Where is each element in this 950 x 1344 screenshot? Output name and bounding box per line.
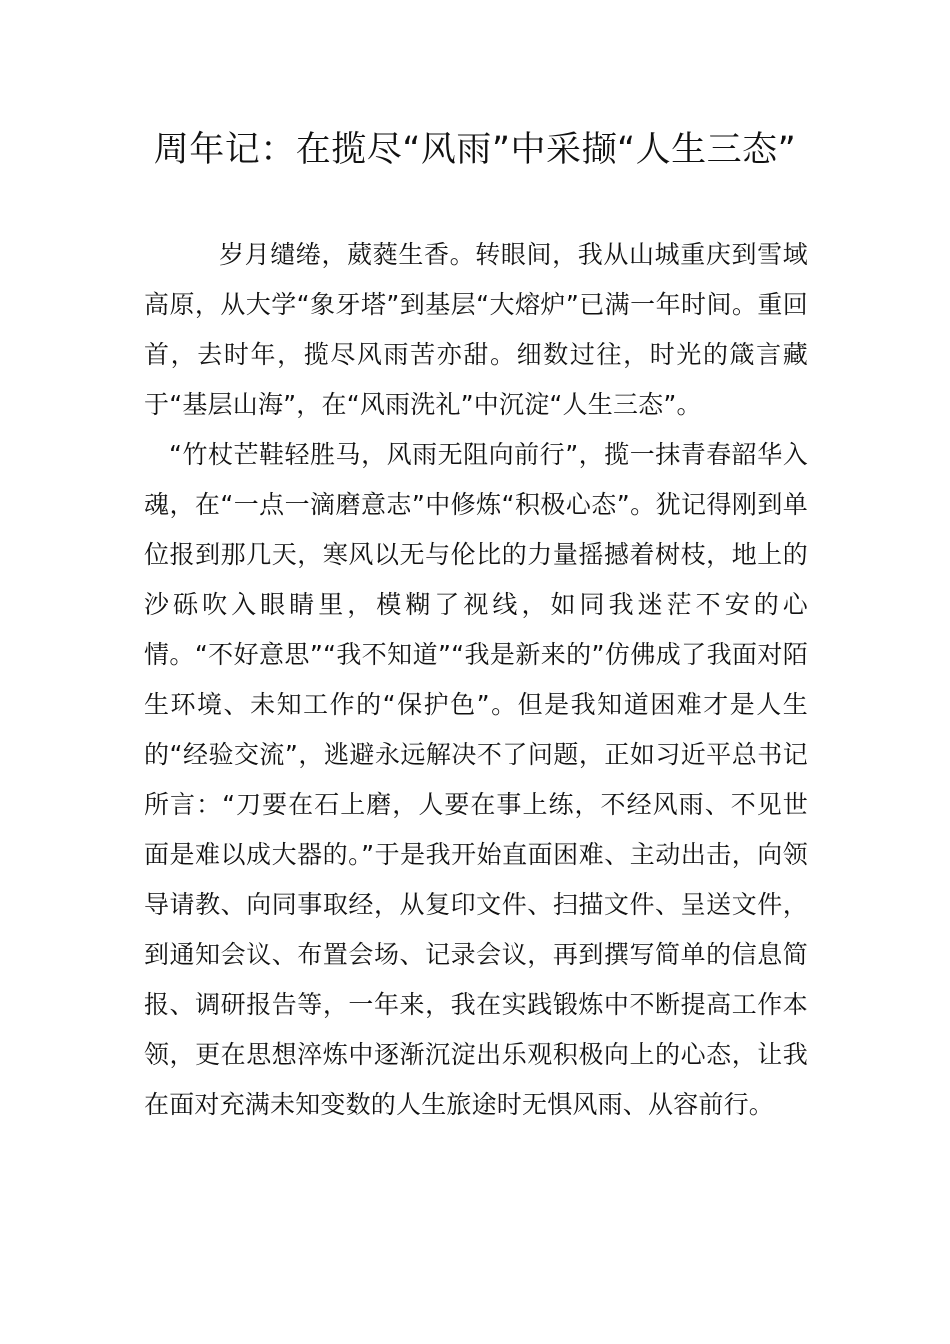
paragraph-positive-mindset: “竹杖芒鞋轻胜马，风雨无阻向前行”，揽一抹青春韶华入魂，在“一点一滴磨意志”中修炼“积极心态”。犹记得刚到单位报到那几天，寒风以无与伦比的力量摇撼着树枝，地上的沙砾吹入眼睛里，模糊了视线，如同我迷茫不安的心情。“不好意思”“我不知道”“我是新来的”仿佛成了我面对陌生环境、未知工作的“保护色”。但是我知道困难才是人生的“经验交流”，逃避永远解决不了问题，正如习近平总书记所言：“刀要在石上磨，人要在事上练，不经风雨、不见世面是难以成大器的。”于是我开始直面困难、主动出击，向领导请教、向同事取经，从复印文件、扫描文件、呈送文件，到通知会议、布置会场、记录会议，再到撰写简单的信息简报、调研报告等，一年来，我在实践锻炼中不断提高工作本领，更在思想淬炼中逐渐沉淀出乐观积极向上的心态，让我在面对充满未知变数的人生旅途时无惧风雨、从容前行。 [144, 440, 808, 1119]
document-body [144, 230, 808, 1130]
paragraph-intro: 岁月缱绻，葳蕤生香。转眼间，我从山城重庆到雪域高原，从大学“象牙塔”到基层“大熔炉”已满一年时间。重回首，去时年，揽尽风雨苦亦甜。细数过往，时光的箴言藏于“基层山海”，在“风雨洗礼”中沉淀“人生三态”。 [144, 240, 808, 419]
document-title: 周年记：在揽尽“风雨”中采撷“人生三态” [153, 130, 797, 170]
